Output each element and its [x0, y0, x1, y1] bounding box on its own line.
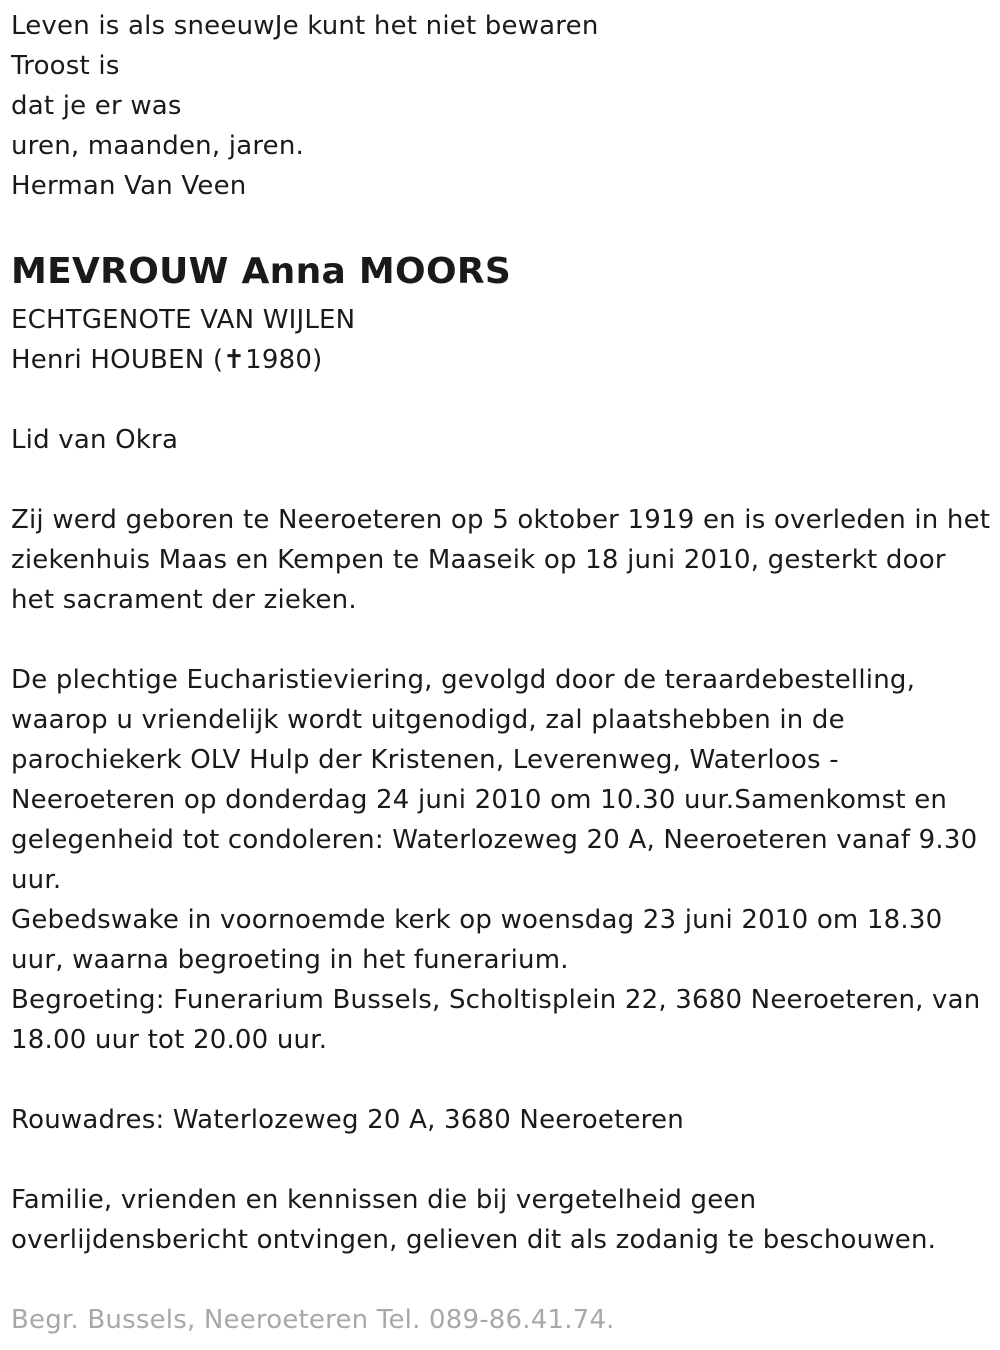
notice-paragraph: [11, 1180, 1000, 1260]
paragraph-line: uur.: [11, 865, 62, 895]
spacer: [11, 1060, 1000, 1100]
funeral-home-footer: Begr. Bussels, Neeroeteren Tel. 089-86.41.74.: [11, 1305, 615, 1335]
paragraph-line: het sacrament der zieken.: [11, 585, 357, 615]
paragraph-line: Neeroeteren op donderdag 24 juni 2010 om 10.30 uur.Samenkomst en: [11, 785, 948, 815]
poem-line: Leven is als sneeuwJe kunt het niet bewaren: [11, 11, 599, 41]
spacer: [11, 460, 1000, 500]
poem: [11, 6, 1000, 206]
birth-death-paragraph: [11, 500, 1000, 620]
poem-line: Troost is: [11, 51, 120, 81]
paragraph-line: Zij werd geboren te Neeroeteren op 5 oktober 1919 en is overleden in het: [11, 505, 991, 535]
paragraph-line: ziekenhuis Maas en Kempen te Maaseik op 18 juni 2010, gesterkt door: [11, 545, 946, 575]
paragraph-line: 18.00 uur tot 20.00 uur.: [11, 1025, 328, 1055]
paragraph-line: parochiekerk OLV Hulp der Kristenen, Leverenweg, Waterloos -: [11, 745, 839, 775]
spacer: [11, 620, 1000, 660]
poem-author: Herman Van Veen: [11, 171, 247, 201]
spacer: [11, 1260, 1000, 1300]
ceremony-paragraph: [11, 660, 1000, 1060]
poem-line: uren, maanden, jaren.: [11, 131, 304, 161]
mourning-address: Rouwadres: Waterlozeweg 20 A, 3680 Neeroeteren: [11, 1105, 684, 1135]
paragraph-line: overlijdensbericht ontvingen, gelieven dit als zodanig te beschouwen.: [11, 1225, 937, 1255]
membership: Lid van Okra: [11, 425, 179, 455]
paragraph-line: gelegenheid tot condoleren: Waterlozeweg 20 A, Neeroeteren vanaf 9.30: [11, 825, 978, 855]
paragraph-line: waarop u vriendelijk wordt uitgenodigd, zal plaatshebben in de: [11, 705, 845, 735]
poem-line: dat je er was: [11, 91, 182, 121]
paragraph-line: Gebedswake in voornoemde kerk op woensdag 23 juni 2010 om 18.30: [11, 905, 943, 935]
spouse-name: Henri HOUBEN (✝1980): [11, 345, 323, 375]
paragraph-line: De plechtige Eucharistieviering, gevolgd door de teraardebestelling,: [11, 665, 916, 695]
paragraph-line: Begroeting: Funerarium Bussels, Scholtisplein 22, 3680 Neeroeteren, van: [11, 985, 981, 1015]
paragraph-line: uur, waarna begroeting in het funerarium.: [11, 945, 569, 975]
deceased-name: MEVROUW Anna MOORS: [11, 251, 512, 292]
paragraph-line: Familie, vrienden en kennissen die bij vergetelheid geen: [11, 1185, 757, 1215]
relation-label: ECHTGENOTE VAN WIJLEN: [11, 305, 356, 335]
spacer: [11, 380, 1000, 420]
spacer: [11, 1140, 1000, 1180]
